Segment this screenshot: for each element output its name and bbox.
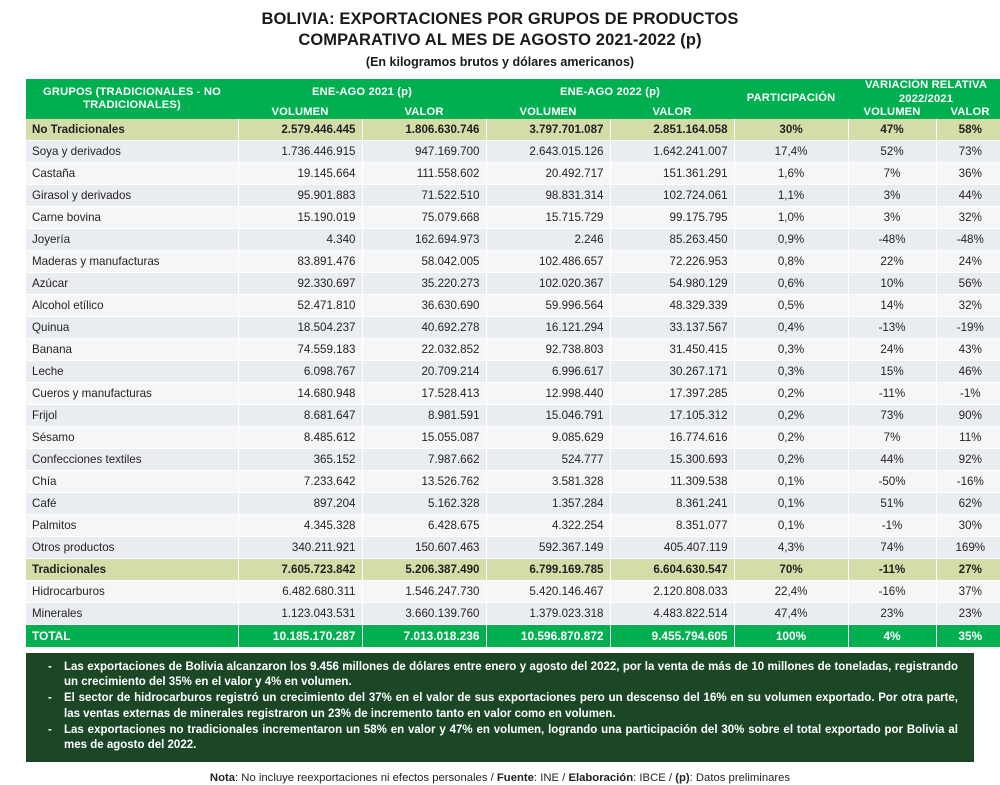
source-nota-label: Nota	[209, 772, 236, 785]
table-row	[26, 339, 1000, 361]
cell-var-valor: -19%	[936, 317, 1000, 339]
cell-valor-2022: 33.137.567	[610, 317, 734, 339]
table-row	[26, 537, 1000, 559]
cell-group-name: Palmitos	[26, 515, 238, 537]
cell-participacion: 0,6%	[734, 273, 848, 295]
cell-var-valor: 169%	[936, 537, 1000, 559]
table-row	[26, 449, 1000, 471]
source-fuente-text: : INE /	[533, 772, 569, 785]
cell-participacion: 0,4%	[734, 317, 848, 339]
cell-volumen-2021: 1.123.043.531	[238, 603, 362, 625]
cell-var-volumen: 74%	[848, 537, 936, 559]
cell-volumen-2022: 9.085.629	[486, 427, 610, 449]
cell-var-volumen: 51%	[848, 493, 936, 515]
cell-volumen-2022: 15.715.729	[486, 207, 610, 229]
cell-participacion: 1,6%	[734, 163, 848, 185]
cell-valor-2022: 48.329.339	[610, 295, 734, 317]
col-header-var-volumen: VOLUMEN	[848, 106, 936, 119]
table-row	[26, 471, 1000, 493]
cell-volumen-2021: 18.504.237	[238, 317, 362, 339]
cell-volumen-2021: 52.471.810	[238, 295, 362, 317]
cell-volumen-2022: 15.046.791	[486, 405, 610, 427]
cell-valor-2021: 111.558.602	[362, 163, 486, 185]
col-header-period-2022: ENE-AGO 2022 (p)	[486, 79, 734, 106]
cell-participacion: 0,1%	[734, 515, 848, 537]
table-row	[26, 163, 1000, 185]
cell-var-valor: 32%	[936, 207, 1000, 229]
cell-valor-2022: 8.361.241	[610, 493, 734, 515]
cell-volumen-2021: 95.901.883	[238, 185, 362, 207]
cell-var-valor: 92%	[936, 449, 1000, 471]
cell-volumen-2022: 524.777	[486, 449, 610, 471]
cell-valor-2021: 58.042.005	[362, 251, 486, 273]
cell-valor-2022: 1.642.241.007	[610, 141, 734, 163]
cell-valor-2021: 3.660.139.760	[362, 603, 486, 625]
cell-var-valor: 11%	[936, 427, 1000, 449]
cell-group-name: Banana	[26, 339, 238, 361]
cell-volumen-2021: 7.233.642	[238, 471, 362, 493]
cell-valor-2021: 17.528.413	[362, 383, 486, 405]
page-title-line1: BOLIVIA: EXPORTACIONES POR GRUPOS DE PRODUCTOS	[261, 10, 739, 28]
exports-table	[26, 79, 1000, 648]
table-head	[26, 79, 1000, 119]
cell-group-name: TOTAL	[26, 625, 238, 648]
cell-var-volumen: 7%	[848, 427, 936, 449]
cell-group-name: Cueros y manufacturas	[26, 383, 238, 405]
cell-valor-2021: 22.032.852	[362, 339, 486, 361]
cell-valor-2022: 85.263.450	[610, 229, 734, 251]
cell-volumen-2021: 14.680.948	[238, 383, 362, 405]
cell-valor-2022: 2.851.164.058	[610, 119, 734, 141]
cell-var-valor: 46%	[936, 361, 1000, 383]
col-header-participation: PARTICIPACIÓN	[734, 79, 848, 119]
cell-volumen-2022: 98.831.314	[486, 185, 610, 207]
cell-valor-2022: 9.455.794.605	[610, 625, 734, 648]
cell-valor-2022: 30.267.171	[610, 361, 734, 383]
cell-var-valor: 23%	[936, 603, 1000, 625]
cell-participacion: 0,9%	[734, 229, 848, 251]
cell-valor-2022: 99.175.795	[610, 207, 734, 229]
cell-valor-2021: 20.709.214	[362, 361, 486, 383]
cell-var-valor: 36%	[936, 163, 1000, 185]
table-row	[26, 317, 1000, 339]
cell-valor-2021: 1.806.630.746	[362, 119, 486, 141]
table-row	[26, 493, 1000, 515]
cell-participacion: 30%	[734, 119, 848, 141]
cell-volumen-2022: 5.420.146.467	[486, 581, 610, 603]
cell-group-name: No Tradicionales	[26, 119, 238, 141]
table-row	[26, 207, 1000, 229]
cell-valor-2022: 16.774.616	[610, 427, 734, 449]
cell-var-volumen: 24%	[848, 339, 936, 361]
cell-participacion: 0,8%	[734, 251, 848, 273]
cell-var-volumen: -13%	[848, 317, 936, 339]
cell-valor-2022: 8.351.077	[610, 515, 734, 537]
table-row	[26, 361, 1000, 383]
cell-valor-2022: 2.120.808.033	[610, 581, 734, 603]
cell-valor-2021: 1.546.247.730	[362, 581, 486, 603]
cell-volumen-2022: 12.998.440	[486, 383, 610, 405]
cell-valor-2021: 71.522.510	[362, 185, 486, 207]
cell-valor-2022: 4.483.822.514	[610, 603, 734, 625]
page-title-line2: COMPARATIVO AL MES DE AGOSTO 2021-2022 (p)	[298, 31, 702, 49]
cell-volumen-2022: 4.322.254	[486, 515, 610, 537]
cell-volumen-2022: 1.357.284	[486, 493, 610, 515]
cell-var-volumen: -1%	[848, 515, 936, 537]
cell-var-volumen: 44%	[848, 449, 936, 471]
cell-valor-2021: 5.162.328	[362, 493, 486, 515]
cell-volumen-2021: 74.559.183	[238, 339, 362, 361]
cell-var-valor: 56%	[936, 273, 1000, 295]
cell-group-name: Leche	[26, 361, 238, 383]
cell-var-valor: 30%	[936, 515, 1000, 537]
cell-var-volumen: 3%	[848, 185, 936, 207]
cell-var-volumen: -11%	[848, 383, 936, 405]
cell-var-volumen: 47%	[848, 119, 936, 141]
cell-volumen-2021: 897.204	[238, 493, 362, 515]
cell-valor-2022: 15.300.693	[610, 449, 734, 471]
cell-volumen-2021: 1.736.446.915	[238, 141, 362, 163]
cell-volumen-2021: 19.145.664	[238, 163, 362, 185]
cell-participacion: 47,4%	[734, 603, 848, 625]
cell-var-valor: 90%	[936, 405, 1000, 427]
cell-participacion: 22,4%	[734, 581, 848, 603]
col-header-variation: VARIACIÓN RELATIVA 2022/2021	[848, 79, 1000, 106]
cell-valor-2022: 6.604.630.547	[610, 559, 734, 581]
cell-group-name: Minerales	[26, 603, 238, 625]
report-titles	[0, 0, 1000, 72]
cell-volumen-2022: 6.799.169.785	[486, 559, 610, 581]
cell-volumen-2021: 83.891.476	[238, 251, 362, 273]
cell-participacion: 0,2%	[734, 449, 848, 471]
cell-valor-2021: 13.526.762	[362, 471, 486, 493]
cell-volumen-2022: 92.738.803	[486, 339, 610, 361]
col-header-volumen-2021: VOLUMEN	[238, 106, 362, 119]
cell-valor-2022: 72.226.953	[610, 251, 734, 273]
cell-var-volumen: 14%	[848, 295, 936, 317]
cell-var-volumen: 4%	[848, 625, 936, 648]
cell-volumen-2021: 15.190.019	[238, 207, 362, 229]
cell-var-volumen: -11%	[848, 559, 936, 581]
cell-volumen-2022: 102.486.657	[486, 251, 610, 273]
cell-valor-2022: 102.724.061	[610, 185, 734, 207]
cell-var-valor: 44%	[936, 185, 1000, 207]
cell-valor-2021: 5.206.387.490	[362, 559, 486, 581]
cell-valor-2021: 35.220.273	[362, 273, 486, 295]
cell-volumen-2021: 2.579.446.445	[238, 119, 362, 141]
cell-group-name: Alcohol etílico	[26, 295, 238, 317]
cell-var-valor: -16%	[936, 471, 1000, 493]
cell-group-name: Joyería	[26, 229, 238, 251]
cell-group-name: Hidrocarburos	[26, 581, 238, 603]
cell-valor-2022: 151.361.291	[610, 163, 734, 185]
cell-volumen-2021: 7.605.723.842	[238, 559, 362, 581]
cell-participacion: 100%	[734, 625, 848, 648]
table-row	[26, 141, 1000, 163]
col-header-var-valor: VALOR	[936, 106, 1000, 119]
cell-var-valor: 32%	[936, 295, 1000, 317]
cell-valor-2022: 17.397.285	[610, 383, 734, 405]
cell-volumen-2021: 8.485.612	[238, 427, 362, 449]
cell-group-name: Castaña	[26, 163, 238, 185]
source-note	[0, 771, 1000, 785]
cell-volumen-2021: 10.185.170.287	[238, 625, 362, 648]
summary-note-item	[42, 691, 958, 721]
cell-group-name: Confecciones textiles	[26, 449, 238, 471]
cell-valor-2022: 405.407.119	[610, 537, 734, 559]
cell-volumen-2022: 59.996.564	[486, 295, 610, 317]
cell-volumen-2021: 4.345.328	[238, 515, 362, 537]
cell-participacion: 0,1%	[734, 493, 848, 515]
cell-participacion: 0,2%	[734, 383, 848, 405]
col-header-valor-2022: VALOR	[610, 106, 734, 119]
summary-note-text: Las exportaciones no tradicionales incrementaron un 58% en valor y 47% en volumen, logrando una participación del 30% sobre el total exportado por Bolivia al mes de agosto del 2022.	[64, 723, 958, 752]
cell-valor-2022: 17.105.312	[610, 405, 734, 427]
cell-volumen-2021: 8.681.647	[238, 405, 362, 427]
cell-volumen-2022: 20.492.717	[486, 163, 610, 185]
cell-var-volumen: 3%	[848, 207, 936, 229]
cell-var-valor: 43%	[936, 339, 1000, 361]
cell-volumen-2021: 92.330.697	[238, 273, 362, 295]
cell-group-name: Carne bovina	[26, 207, 238, 229]
cell-valor-2022: 11.309.538	[610, 471, 734, 493]
source-nota-text: : No incluye reexportaciones ni efectos personales /	[235, 772, 497, 785]
cell-var-volumen: -16%	[848, 581, 936, 603]
cell-volumen-2022: 2.643.015.126	[486, 141, 610, 163]
cell-group-name: Soya y derivados	[26, 141, 238, 163]
summary-notes-box	[26, 653, 974, 762]
cell-var-valor: 37%	[936, 581, 1000, 603]
cell-participacion: 0,1%	[734, 471, 848, 493]
table-row	[26, 581, 1000, 603]
cell-var-volumen: 10%	[848, 273, 936, 295]
cell-volumen-2021: 6.098.767	[238, 361, 362, 383]
source-p-text: : Datos preliminares	[689, 772, 791, 785]
page-subtitle: (En kilogramos brutos y dólares americanos)	[365, 55, 635, 69]
cell-volumen-2022: 10.596.870.872	[486, 625, 610, 648]
bullet-dash-icon: -	[48, 723, 52, 736]
cell-valor-2021: 36.630.690	[362, 295, 486, 317]
source-p-label: (p)	[675, 772, 690, 785]
summary-note-item	[42, 723, 958, 753]
cell-valor-2022: 54.980.129	[610, 273, 734, 295]
cell-participacion: 17,4%	[734, 141, 848, 163]
table-row	[26, 273, 1000, 295]
table-row	[26, 229, 1000, 251]
cell-var-volumen: 15%	[848, 361, 936, 383]
table-row-group	[26, 119, 1000, 141]
cell-group-name: Otros productos	[26, 537, 238, 559]
summary-note-item	[42, 660, 958, 690]
summary-note-text: Las exportaciones de Bolivia alcanzaron los 9.456 millones de dólares entre enero y agosto del 2022, por la venta de más de 10 millones de toneladas, registrando un crecimiento del 35% en el valor y 4% en volumen.	[64, 661, 958, 689]
cell-var-volumen: 52%	[848, 141, 936, 163]
source-elaboracion-label: Elaboración	[568, 772, 634, 785]
cell-group-name: Girasol y derivados	[26, 185, 238, 207]
bullet-dash-icon: -	[48, 692, 52, 705]
cell-valor-2021: 150.607.463	[362, 537, 486, 559]
cell-var-valor: -48%	[936, 229, 1000, 251]
table-body	[26, 119, 1000, 648]
cell-var-volumen: 7%	[848, 163, 936, 185]
cell-group-name: Maderas y manufacturas	[26, 251, 238, 273]
cell-group-name: Café	[26, 493, 238, 515]
cell-var-valor: 73%	[936, 141, 1000, 163]
cell-var-volumen: -50%	[848, 471, 936, 493]
cell-volumen-2022: 1.379.023.318	[486, 603, 610, 625]
table-row	[26, 185, 1000, 207]
cell-var-valor: 35%	[936, 625, 1000, 648]
cell-var-volumen: 23%	[848, 603, 936, 625]
cell-var-volumen: -48%	[848, 229, 936, 251]
cell-var-valor: -1%	[936, 383, 1000, 405]
source-fuente-label: Fuente	[496, 772, 534, 785]
cell-group-name: Azúcar	[26, 273, 238, 295]
cell-group-name: Chía	[26, 471, 238, 493]
cell-var-volumen: 73%	[848, 405, 936, 427]
col-header-groups: GRUPOS (TRADICIONALES - NO TRADICIONALES)	[26, 79, 238, 119]
table-row	[26, 603, 1000, 625]
cell-var-valor: 62%	[936, 493, 1000, 515]
cell-participacion: 0,2%	[734, 405, 848, 427]
cell-volumen-2022: 3.797.701.087	[486, 119, 610, 141]
cell-var-valor: 27%	[936, 559, 1000, 581]
col-header-volumen-2022: VOLUMEN	[486, 106, 610, 119]
col-header-valor-2021: VALOR	[362, 106, 486, 119]
cell-var-valor: 58%	[936, 119, 1000, 141]
cell-group-name: Sésamo	[26, 427, 238, 449]
cell-valor-2021: 40.692.278	[362, 317, 486, 339]
cell-valor-2021: 7.013.018.236	[362, 625, 486, 648]
cell-participacion: 70%	[734, 559, 848, 581]
table-row	[26, 251, 1000, 273]
cell-valor-2021: 7.987.662	[362, 449, 486, 471]
cell-volumen-2021: 340.211.921	[238, 537, 362, 559]
cell-volumen-2022: 102.020.367	[486, 273, 610, 295]
exports-table-container	[26, 79, 990, 648]
bullet-dash-icon: -	[48, 661, 52, 673]
cell-volumen-2022: 2.246	[486, 229, 610, 251]
source-elaboracion-text: : IBCE /	[633, 772, 676, 785]
header-row-top	[26, 79, 1000, 106]
table-row	[26, 427, 1000, 449]
cell-valor-2022: 31.450.415	[610, 339, 734, 361]
cell-volumen-2022: 16.121.294	[486, 317, 610, 339]
cell-participacion: 1,1%	[734, 185, 848, 207]
cell-participacion: 0,5%	[734, 295, 848, 317]
cell-participacion: 0,2%	[734, 427, 848, 449]
cell-volumen-2022: 6.996.617	[486, 361, 610, 383]
cell-volumen-2022: 3.581.328	[486, 471, 610, 493]
cell-valor-2021: 947.169.700	[362, 141, 486, 163]
cell-participacion: 4,3%	[734, 537, 848, 559]
cell-volumen-2021: 4.340	[238, 229, 362, 251]
table-row	[26, 405, 1000, 427]
cell-group-name: Quinua	[26, 317, 238, 339]
cell-volumen-2021: 6.482.680.311	[238, 581, 362, 603]
cell-valor-2021: 75.079.668	[362, 207, 486, 229]
cell-var-volumen: 22%	[848, 251, 936, 273]
cell-participacion: 1,0%	[734, 207, 848, 229]
table-row	[26, 383, 1000, 405]
cell-volumen-2022: 592.367.149	[486, 537, 610, 559]
cell-valor-2021: 15.055.087	[362, 427, 486, 449]
cell-valor-2021: 6.428.675	[362, 515, 486, 537]
cell-participacion: 0,3%	[734, 339, 848, 361]
summary-note-text: El sector de hidrocarburos registró un crecimiento del 37% en el valor de sus exportaciones pero un descenso del 16% en su volumen exportado. Por otra parte, las ventas externas de minerales registraron un 23% de incremento tanto en valor como en volumen.	[64, 692, 958, 720]
cell-group-name: Tradicionales	[26, 559, 238, 581]
cell-var-valor: 24%	[936, 251, 1000, 273]
table-row-total	[26, 625, 1000, 648]
cell-volumen-2021: 365.152	[238, 449, 362, 471]
cell-valor-2021: 162.694.973	[362, 229, 486, 251]
cell-group-name: Frijol	[26, 405, 238, 427]
cell-participacion: 0,3%	[734, 361, 848, 383]
table-row-group	[26, 559, 1000, 581]
table-row	[26, 295, 1000, 317]
col-header-period-2021: ENE-AGO 2021 (p)	[238, 79, 486, 106]
table-row	[26, 515, 1000, 537]
cell-valor-2021: 8.981.591	[362, 405, 486, 427]
